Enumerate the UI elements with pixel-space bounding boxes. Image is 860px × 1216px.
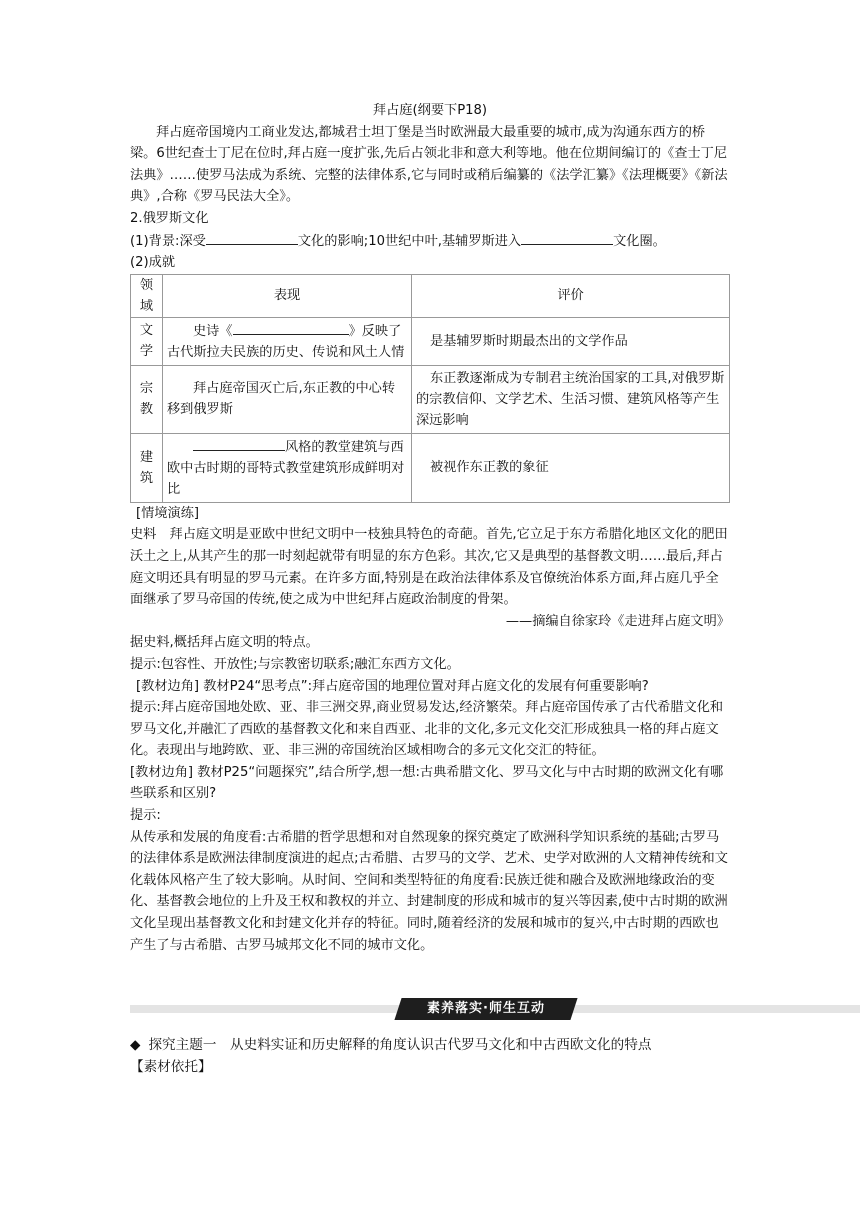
achievements-label: (2)成就 bbox=[130, 255, 176, 271]
row-field: 宗教 bbox=[131, 365, 163, 433]
row-evaluation: 东正教逐渐成为专制君主统治国家的工具,对俄罗斯的宗教信仰、文学艺术、生活习惯、建筑风格等产生深远影响 bbox=[412, 365, 730, 433]
source-citation: ——摘编自徐家玲《走进拜占庭文明》 bbox=[505, 613, 730, 629]
document-body bbox=[130, 100, 730, 956]
textbook-corner-1: [教材边角] 教材P24“思考点”:拜占庭帝国的地理位置对拜占庭文化的发展有何重要影响? bbox=[136, 678, 649, 694]
blank-epic[interactable] bbox=[233, 320, 349, 335]
row-performance: 风格的教堂建筑与西欧中古时期的哥特式教堂建筑形成鲜明对比 bbox=[163, 433, 412, 502]
source-text: 史料 拜占庭文明是亚欧中世纪文明中一枝独具特色的奇葩。首先,它立足于东方希腊化地区文化的肥田沃土之上,从其产生的那一时刻起就带有明显的东方色彩。其次,它又是典型的基督教文明……最后,拜占庭文明还具有明显的罗马元素。在许多方面,特别是在政治法律体系及官僚统治体系方面,拜占庭几乎全面继承了罗马帝国的传统,使之成为中世纪拜占庭政治制度的骨架。 bbox=[130, 527, 728, 608]
hint-3-label: 提示: bbox=[130, 808, 161, 824]
textbook-corner-2: [教材边角] 教材P25“问题探究”,结合所学,想一想:古典希腊文化、罗马文化与中古时期的欧洲文化有哪些联系和区别? bbox=[130, 764, 724, 802]
banner-text: 素养落实·师生互动 bbox=[427, 1001, 545, 1016]
section-banner bbox=[130, 998, 860, 1020]
row-performance: 拜占庭帝国灭亡后,东正教的中心转移到俄罗斯 bbox=[163, 365, 412, 433]
table-row bbox=[131, 365, 730, 433]
background-line: (1)背景:深受 文化的影响;10世纪中叶,基辅罗斯进入 文化圈。 bbox=[130, 230, 730, 253]
blank-culture-2[interactable] bbox=[521, 230, 613, 245]
hint-2: 提示:拜占庭帝国地处欧、亚、非三洲交界,商业贸易发达,经济繁荣。拜占庭帝国传承了古代希腊文化和罗马文化,并融汇了西欧的基督教文化和来自西亚、北非的文化,多元文化交汇形成独具一格的拜占庭文化。表现出与地跨欧、亚、非三洲的帝国统治区域相吻合的多元文化交汇的特征。 bbox=[130, 700, 724, 759]
header-performance: 表现 bbox=[163, 274, 412, 317]
blank-style[interactable] bbox=[193, 436, 285, 451]
hint-3: 从传承和发展的角度看:古希腊的哲学思想和对自然现象的探究奠定了欧洲科学知识系统的基础;古罗马的法律体系是欧洲法律制度演进的起点;古希腊、古罗马的文学、艺术、史学对欧洲的人文精神传统和文化载体风格产生了较大影响。从时间、空间和类型特征的角度看:民族迁徙和融合及欧洲地缘政治的变化、基督教会地位的上升及王权和教权的并立、封建制度的形成和城市的复兴等因素,使中古时期的欧洲文化呈现出基督教文化和封建文化并存的特征。同时,随着经济的发展和城市的复兴,中古时期的西欧也产生了与古希腊、古罗马城邦文化不同的城市文化。 bbox=[130, 829, 728, 953]
exploration-topic: ◆ 探究主题一 从史料实证和历史解释的角度认识古代罗马文化和中古西欧文化的特点 bbox=[130, 1034, 850, 1056]
header-evaluation: 评价 bbox=[412, 274, 730, 317]
table-row bbox=[131, 433, 730, 502]
question: 据史料,概括拜占庭文明的特点。 bbox=[130, 635, 319, 651]
row-evaluation: 被视作东正教的象征 bbox=[412, 433, 730, 502]
header-field: 领域 bbox=[131, 274, 163, 317]
section-heading-russia: 2.俄罗斯文化 bbox=[130, 210, 209, 226]
blank-culture-1[interactable] bbox=[206, 230, 298, 245]
table-header-row bbox=[131, 274, 730, 317]
row-performance: 史诗《 》反映了古代斯拉夫民族的历史、传说和风土人情 bbox=[163, 317, 412, 365]
section-title: 拜占庭(纲要下P18) bbox=[372, 103, 488, 118]
row-evaluation: 是基辅罗斯时期最杰出的文学作品 bbox=[412, 317, 730, 365]
hint-1: 提示:包容性、开放性;与宗教密切联系;融汇东西方文化。 bbox=[130, 656, 460, 672]
intro-paragraph: 拜占庭帝国境内工商业发达,都城君士坦丁堡是当时欧洲最大最重要的城市,成为沟通东西方的桥梁。6世纪查士丁尼在位时,拜占庭一度扩张,先后占领北非和意大利等地。他在位期间编订的《查士丁尼法典》……使罗马法成为系统、完整的法律体系,它与同时或稍后编纂的《法学汇纂》《法理概要》《新法典》,合称《罗马民法大全》。 bbox=[130, 124, 728, 205]
row-field: 文学 bbox=[131, 317, 163, 365]
situation-label: [情境演练] bbox=[136, 505, 200, 521]
table-row bbox=[131, 317, 730, 365]
achievements-table bbox=[130, 274, 730, 503]
row-field: 建筑 bbox=[131, 433, 163, 502]
diamond-icon: ◆ bbox=[130, 1037, 141, 1053]
source-support-label: 【素材依托】 bbox=[130, 1059, 212, 1075]
